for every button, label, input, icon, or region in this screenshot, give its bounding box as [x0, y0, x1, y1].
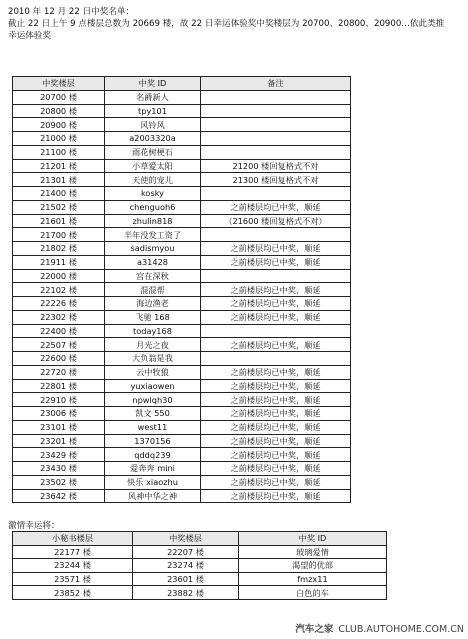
table-cell: 混混帮	[105, 283, 201, 297]
table-row	[13, 228, 351, 242]
table-row	[13, 572, 387, 586]
table-cell: 22400 楼	[13, 324, 105, 338]
table-cell: 21700 楼	[13, 228, 105, 242]
table-row	[13, 365, 351, 379]
table-row	[13, 420, 351, 434]
table-cell: 风铃风	[105, 118, 201, 132]
table-cell: 22000 楼	[13, 269, 105, 283]
table-cell	[201, 269, 351, 283]
table-cell: 23274 楼	[133, 559, 239, 573]
table-row	[13, 159, 351, 173]
winners-table	[12, 76, 351, 503]
table-row	[13, 297, 351, 311]
table-cell: 23429 楼	[13, 448, 105, 462]
table-cell: chenguoh6	[105, 200, 201, 214]
table-cell: 云中牧狼	[105, 365, 201, 379]
table-cell: 爱奔奔 mini	[105, 462, 201, 476]
header-id: 中奖 ID	[105, 77, 201, 91]
passion-table-body	[13, 545, 387, 599]
table-cell: 之前楼层均已中奖，顺延	[201, 407, 351, 421]
table-cell: 22207 楼	[133, 545, 239, 559]
table-cell: 22177 楼	[13, 545, 133, 559]
table-row	[13, 379, 351, 393]
table-cell: 22910 楼	[13, 393, 105, 407]
table-cell: 之前楼层均已中奖，顺延	[201, 475, 351, 489]
table-cell: 21000 楼	[13, 132, 105, 146]
table-cell: 22302 楼	[13, 310, 105, 324]
table-cell: 大负翁是我	[105, 352, 201, 366]
table-cell	[201, 324, 351, 338]
table-cell: 之前楼层均已中奖，顺延	[201, 310, 351, 324]
table-cell: 23101 楼	[13, 420, 105, 434]
watermark-url: CLUB.AUTOHOME.COM.CN	[338, 624, 464, 635]
table-cell: a2003320a	[105, 132, 201, 146]
table-row	[13, 462, 351, 476]
table-row	[13, 338, 351, 352]
table-row	[13, 255, 351, 269]
site-watermark	[295, 621, 464, 635]
watermark-brand: 汽车之家	[295, 624, 334, 635]
table-cell: 22507 楼	[13, 338, 105, 352]
table-cell: 之前楼层均已中奖，顺延	[201, 462, 351, 476]
table-row	[13, 214, 351, 228]
table-cell: 23244 楼	[13, 559, 133, 573]
table-row	[13, 475, 351, 489]
table-cell: 22720 楼	[13, 365, 105, 379]
table-cell: 21400 楼	[13, 187, 105, 201]
table-cell: 凯文 550	[105, 407, 201, 421]
table-cell: kosky	[105, 187, 201, 201]
table-cell: 之前楼层均已中奖，顺延	[201, 379, 351, 393]
table-cell: 21201 楼	[13, 159, 105, 173]
table-row	[13, 559, 387, 573]
table-cell: 23006 楼	[13, 407, 105, 421]
table-cell: 之前楼层均已中奖，顺延	[201, 338, 351, 352]
table-cell: 23882 楼	[133, 586, 239, 600]
table-row	[13, 434, 351, 448]
table-cell: 雨花树梗石	[105, 145, 201, 159]
header-floor: 中奖楼层	[13, 77, 105, 91]
table-row	[13, 187, 351, 201]
table-row	[13, 173, 351, 187]
table-cell: 21301 楼	[13, 173, 105, 187]
table-row	[13, 489, 351, 503]
table-cell	[201, 187, 351, 201]
table-cell	[201, 132, 351, 146]
table-cell: 23601 楼	[133, 572, 239, 586]
table-cell: 之前楼层均已中奖，顺延	[201, 242, 351, 256]
table-cell: 之前楼层均已中奖，顺延	[201, 365, 351, 379]
table-cell: 渴望的优部	[239, 559, 387, 573]
table-row	[13, 283, 351, 297]
table-cell: 半年没发工资了	[105, 228, 201, 242]
table-cell: tpy101	[105, 104, 201, 118]
header-secretary-floor: 小秘书楼层	[13, 532, 133, 546]
table-cell: 22226 楼	[13, 297, 105, 311]
table-row	[13, 324, 351, 338]
table-cell: 23502 楼	[13, 475, 105, 489]
section-title-lucky: 幸运体验奖	[8, 31, 51, 41]
table-cell: 23430 楼	[13, 462, 105, 476]
table-cell: 之前楼层均已中奖，顺延	[201, 434, 351, 448]
table-cell: 之前楼层均已中奖，顺延	[201, 255, 351, 269]
table-cell: （21600 楼回复格式不对）	[201, 214, 351, 228]
table-row	[13, 104, 351, 118]
table-cell: 之前楼层均已中奖，顺延	[201, 283, 351, 297]
table-cell: 月光之夜	[105, 338, 201, 352]
table-cell: 之前楼层均已中奖，顺延	[201, 448, 351, 462]
table-row	[13, 145, 351, 159]
table-row	[13, 242, 351, 256]
table-cell: 玻璃爱情	[239, 545, 387, 559]
table-cell: 飞驰 168	[105, 310, 201, 324]
table-cell: 21100 楼	[13, 145, 105, 159]
table-cell	[201, 228, 351, 242]
table-cell: 之前楼层均已中奖，顺延	[201, 420, 351, 434]
table-cell: 之前楼层均已中奖，顺延	[201, 489, 351, 503]
table-row	[13, 352, 351, 366]
table-cell: 20900 楼	[13, 118, 105, 132]
intro-rule-line: 截止 22 日上午 9 点楼层总数为 20669 楼，故 22 日幸运体验奖中奖楼层为 20700、20800、20900…依此类推	[8, 19, 445, 29]
table-row	[13, 545, 387, 559]
table-cell: a31428	[105, 255, 201, 269]
table-cell: zhulin818	[105, 214, 201, 228]
table-cell: 1370156	[105, 434, 201, 448]
table-cell: 海边渔老	[105, 297, 201, 311]
table-cell	[201, 104, 351, 118]
passion-table-header-row	[13, 532, 387, 546]
header-winner-id: 中奖 ID	[239, 532, 387, 546]
table-cell	[201, 90, 351, 104]
passion-table	[12, 531, 387, 600]
table-cell: npwlqh30	[105, 393, 201, 407]
table-cell: 21601 楼	[13, 214, 105, 228]
table-row	[13, 200, 351, 214]
table-cell: 20700 楼	[13, 90, 105, 104]
table-cell: 快乐 xiaozhu	[105, 475, 201, 489]
winners-table-header-row	[13, 77, 351, 91]
winners-table-body	[13, 90, 351, 503]
table-cell: 22102 楼	[13, 283, 105, 297]
table-cell: 20800 楼	[13, 104, 105, 118]
header-note: 备注	[201, 77, 351, 91]
table-cell: sadismyou	[105, 242, 201, 256]
table-cell: west11	[105, 420, 201, 434]
table-cell: qddq239	[105, 448, 201, 462]
intro-block	[8, 6, 464, 42]
table-cell: 天使的宠儿	[105, 173, 201, 187]
table-row	[13, 90, 351, 104]
table-cell: 22600 楼	[13, 352, 105, 366]
table-row	[13, 393, 351, 407]
table-row	[13, 448, 351, 462]
table-cell: 23201 楼	[13, 434, 105, 448]
table-cell: 风神中华之神	[105, 489, 201, 503]
table-cell: today168	[105, 324, 201, 338]
table-row	[13, 586, 387, 600]
table-row	[13, 118, 351, 132]
table-cell: 23642 楼	[13, 489, 105, 503]
table-cell	[201, 118, 351, 132]
table-row	[13, 132, 351, 146]
table-cell: 21502 楼	[13, 200, 105, 214]
table-cell: 21200 楼回复格式不对	[201, 159, 351, 173]
section-title-passion: 激情幸运将：	[8, 521, 60, 531]
table-cell: 名爵新人	[105, 90, 201, 104]
table-cell: 22801 楼	[13, 379, 105, 393]
header-winning-floor: 中奖楼层	[133, 532, 239, 546]
table-cell: 白色的车	[239, 586, 387, 600]
table-cell: 21802 楼	[13, 242, 105, 256]
table-row	[13, 269, 351, 283]
table-cell: 21300 楼回复格式不对	[201, 173, 351, 187]
table-cell: 之前楼层均已中奖，顺延	[201, 200, 351, 214]
intro-date-line: 2010 年 12 月 22 日中奖名单：	[8, 7, 135, 17]
table-cell: 宫在深秋	[105, 269, 201, 283]
table-row	[13, 407, 351, 421]
table-cell	[201, 145, 351, 159]
table-row	[13, 310, 351, 324]
table-cell: 之前楼层均已中奖，顺延	[201, 297, 351, 311]
table-cell: fmzx11	[239, 572, 387, 586]
table-cell: yuxiaowen	[105, 379, 201, 393]
table-cell	[201, 352, 351, 366]
table-cell: 之前楼层均已中奖，顺延	[201, 393, 351, 407]
table-cell: 23571 楼	[13, 572, 133, 586]
table-cell: 21911 楼	[13, 255, 105, 269]
table-cell: 小草爱太阳	[105, 159, 201, 173]
table-cell: 23852 楼	[13, 586, 133, 600]
